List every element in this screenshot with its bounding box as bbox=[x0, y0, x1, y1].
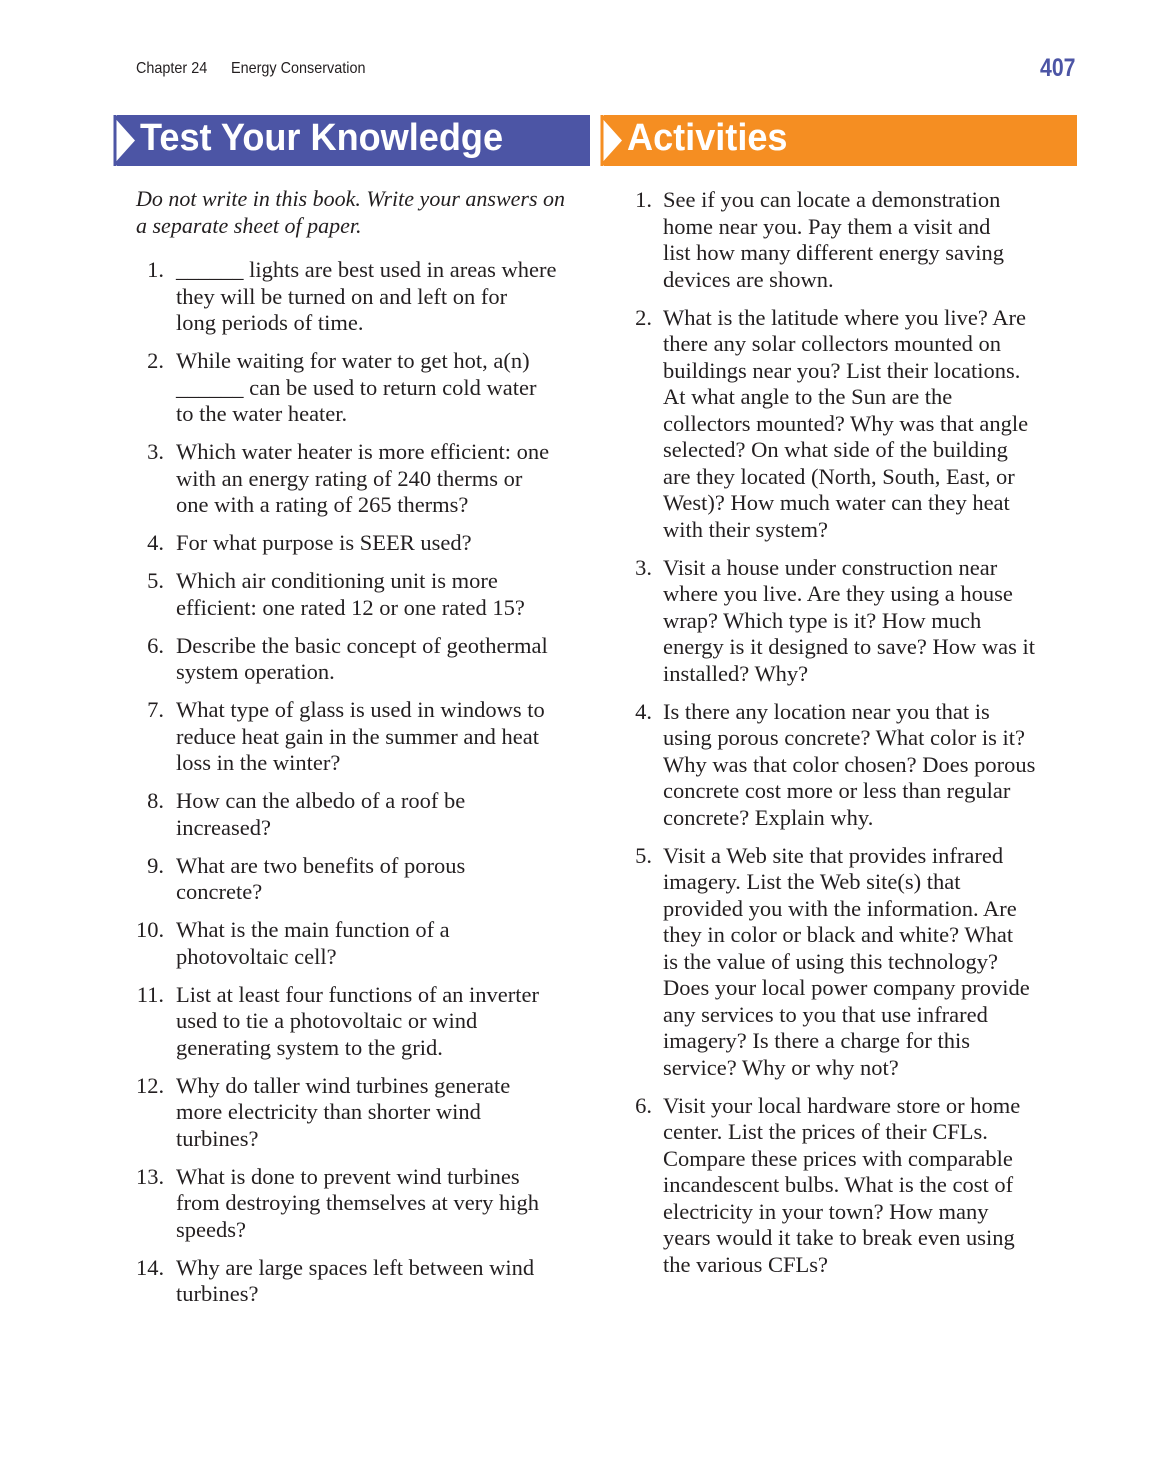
list-item bbox=[136, 982, 557, 1062]
item-number: 7. bbox=[147, 697, 164, 722]
item-text-line: turbines? bbox=[176, 1281, 259, 1306]
item-text-line: there any solar collectors mounted on bbox=[663, 331, 1002, 356]
item-number: 2. bbox=[635, 304, 652, 330]
item-text-line: Why was that color chosen? Does porous bbox=[663, 751, 1036, 777]
list-item bbox=[136, 439, 557, 519]
list-item bbox=[136, 697, 557, 777]
page-number: 407 bbox=[1040, 54, 1076, 82]
item-text-line: using porous concrete? What color is it? bbox=[663, 725, 1025, 750]
arrow-icon bbox=[113, 115, 139, 166]
item-text-line: Visit a house under construction near bbox=[663, 554, 998, 580]
list-item bbox=[136, 348, 557, 428]
activities-banner bbox=[600, 115, 1077, 166]
item-text-line: buildings near you? List their locations. bbox=[663, 357, 1021, 383]
item-text-line: concrete? Explain why. bbox=[663, 804, 874, 830]
item-number: 4. bbox=[635, 698, 652, 724]
item-text-line: where you live. Are they using a house bbox=[663, 581, 1013, 606]
item-text-line: the various CFLs? bbox=[663, 1251, 828, 1277]
item-text-line: service? Why or why not? bbox=[663, 1054, 899, 1080]
list-item bbox=[136, 788, 557, 841]
item-text-line: selected? On what side of the building bbox=[663, 437, 1008, 462]
list-item bbox=[136, 1164, 557, 1244]
list-item bbox=[136, 917, 557, 970]
item-text-line: Visit a Web site that provides infrared bbox=[663, 842, 1004, 868]
item-text-line: they will be turned on and left on for bbox=[176, 283, 508, 309]
item-number: 2. bbox=[147, 348, 164, 373]
item-number: 4. bbox=[147, 530, 164, 555]
section-title: Test Your Knowledge bbox=[140, 117, 504, 159]
item-number: 13. bbox=[136, 1163, 165, 1189]
list-item bbox=[136, 568, 557, 621]
item-text-line: installed? Why? bbox=[663, 660, 809, 686]
item-number: 5. bbox=[147, 568, 164, 593]
item-text-line: What is the main function of a bbox=[176, 917, 450, 942]
item-text-line: are they located (North, South, East, or bbox=[663, 463, 1015, 489]
item-number: 3. bbox=[635, 554, 652, 580]
item-text-line: years would it take to break even using bbox=[663, 1225, 1015, 1250]
item-text-line: speeds? bbox=[176, 1216, 246, 1242]
arrow-icon bbox=[600, 115, 626, 166]
item-text-line: See if you can locate a demonstration bbox=[663, 187, 1001, 212]
item-text-line: ______ lights are best used in areas where bbox=[176, 257, 557, 282]
item-text-line: concrete? bbox=[176, 879, 263, 904]
item-number: 3. bbox=[147, 439, 164, 464]
item-text-line: For what purpose is SEER used? bbox=[176, 530, 472, 555]
item-number: 1. bbox=[635, 187, 652, 212]
item-text-line: Why do taller wind turbines generate bbox=[176, 1072, 511, 1098]
item-text-line: center. List the prices of their CFLs. bbox=[663, 1119, 988, 1144]
item-text-line: ______ can be used to return cold water bbox=[176, 374, 537, 400]
item-text-line: reduce heat gain in the summer and heat bbox=[176, 723, 539, 749]
item-text-line: While waiting for water to get hot, a(n) bbox=[176, 348, 530, 373]
item-text-line: Visit your local hardware store or home bbox=[663, 1092, 1021, 1118]
item-text-line: collectors mounted? Why was that angle bbox=[663, 410, 1029, 436]
item-number: 1. bbox=[147, 257, 164, 282]
item-text-line: Does your local power company provide bbox=[663, 975, 1030, 1000]
list-item bbox=[624, 555, 1035, 688]
item-number: 14. bbox=[136, 1254, 165, 1280]
item-text-line: electricity in your town? How many bbox=[663, 1198, 989, 1224]
item-text-line: At what angle to the Sun are the bbox=[663, 384, 953, 409]
item-text-line: Which water heater is more efficient: one bbox=[176, 439, 550, 464]
item-text-line: with their system? bbox=[663, 516, 828, 542]
section-title: Activities bbox=[627, 117, 788, 159]
item-text-line: more electricity than shorter wind bbox=[176, 1099, 481, 1124]
item-text-line: one with a rating of 265 therms? bbox=[176, 492, 469, 517]
list-item bbox=[136, 1073, 557, 1153]
instructions-line: a separate sheet of paper. bbox=[136, 212, 362, 238]
item-number: 9. bbox=[147, 852, 164, 878]
item-text-line: incandescent bulbs. What is the cost of bbox=[663, 1172, 1014, 1197]
instructions bbox=[136, 186, 565, 239]
item-text-line: Is there any location near you that is bbox=[663, 698, 990, 724]
item-text-line: with an energy rating of 240 therms or bbox=[176, 465, 523, 491]
list-item bbox=[136, 530, 557, 557]
item-text-line: system operation. bbox=[176, 659, 335, 684]
item-number: 6. bbox=[635, 1092, 652, 1118]
item-text-line: What is the latitude where you live? Are bbox=[663, 304, 1026, 330]
item-number: 6. bbox=[147, 632, 164, 658]
item-number: 5. bbox=[635, 842, 652, 868]
item-number: 12. bbox=[136, 1072, 165, 1098]
list-item bbox=[136, 853, 557, 906]
instructions-line: Do not write in this book. Write your answers on bbox=[136, 186, 565, 211]
item-text-line: loss in the winter? bbox=[176, 750, 341, 775]
item-text-line: list how many different energy saving bbox=[663, 240, 1004, 265]
item-text-line: they in color or black and white? What bbox=[663, 922, 1014, 947]
item-text-line: What type of glass is used in windows to bbox=[176, 697, 545, 722]
item-text-line: provided you with the information. Are bbox=[663, 895, 1017, 921]
item-number: 10. bbox=[136, 917, 165, 942]
item-text-line: generating system to the grid. bbox=[176, 1034, 443, 1060]
item-text-line: home near you. Pay them a visit and bbox=[663, 213, 991, 239]
item-text-line: to the water heater. bbox=[176, 401, 348, 426]
item-text-line: energy is it designed to save? How was it bbox=[663, 634, 1036, 659]
item-text-line: Why are large spaces left between wind bbox=[176, 1254, 535, 1280]
running-header-title: Energy Conservation bbox=[231, 60, 366, 77]
item-text-line: photovoltaic cell? bbox=[176, 943, 337, 969]
item-text-line: wrap? Which type is it? How much bbox=[663, 607, 982, 633]
list-item bbox=[136, 633, 557, 686]
test-your-knowledge-banner bbox=[113, 115, 590, 166]
item-text-line: How can the albedo of a roof be bbox=[176, 788, 466, 813]
item-text-line: concrete cost more or less than regular bbox=[663, 778, 1011, 803]
item-text-line: What are two benefits of porous bbox=[176, 852, 466, 878]
item-text-line: Which air conditioning unit is more bbox=[176, 568, 498, 593]
running-header-chapter: Chapter 24 bbox=[136, 60, 208, 77]
item-text-line: is the value of using this technology? bbox=[663, 948, 998, 974]
activities-list bbox=[624, 187, 1035, 1290]
knowledge-questions bbox=[136, 257, 557, 1319]
item-text-line: increased? bbox=[176, 814, 271, 840]
list-item bbox=[624, 1093, 1035, 1279]
item-text-line: efficient: one rated 12 or one rated 15? bbox=[176, 594, 525, 620]
item-text-line: from destroying themselves at very high bbox=[176, 1190, 540, 1215]
list-item bbox=[624, 843, 1035, 1082]
item-text-line: devices are shown. bbox=[663, 266, 834, 292]
item-text-line: used to tie a photovoltaic or wind bbox=[176, 1008, 478, 1033]
item-text-line: imagery? Is there a charge for this bbox=[663, 1028, 970, 1053]
item-text-line: long periods of time. bbox=[176, 310, 364, 335]
list-item bbox=[624, 305, 1035, 544]
item-text-line: Compare these prices with comparable bbox=[663, 1145, 1013, 1171]
list-item bbox=[136, 1255, 557, 1308]
item-text-line: West)? How much water can they heat bbox=[663, 490, 1010, 515]
item-number: 11. bbox=[136, 981, 164, 1007]
list-item bbox=[136, 257, 557, 337]
item-text-line: Describe the basic concept of geothermal bbox=[176, 632, 548, 658]
item-number: 8. bbox=[147, 788, 164, 813]
item-text-line: imagery. List the Web site(s) that bbox=[663, 869, 961, 894]
item-text-line: What is done to prevent wind turbines bbox=[176, 1163, 520, 1189]
item-text-line: turbines? bbox=[176, 1125, 259, 1151]
list-item bbox=[624, 187, 1035, 293]
item-text-line: List at least four functions of an inverter bbox=[176, 981, 540, 1007]
item-text-line: any services to you that use infrared bbox=[663, 1001, 988, 1027]
list-item bbox=[624, 699, 1035, 832]
